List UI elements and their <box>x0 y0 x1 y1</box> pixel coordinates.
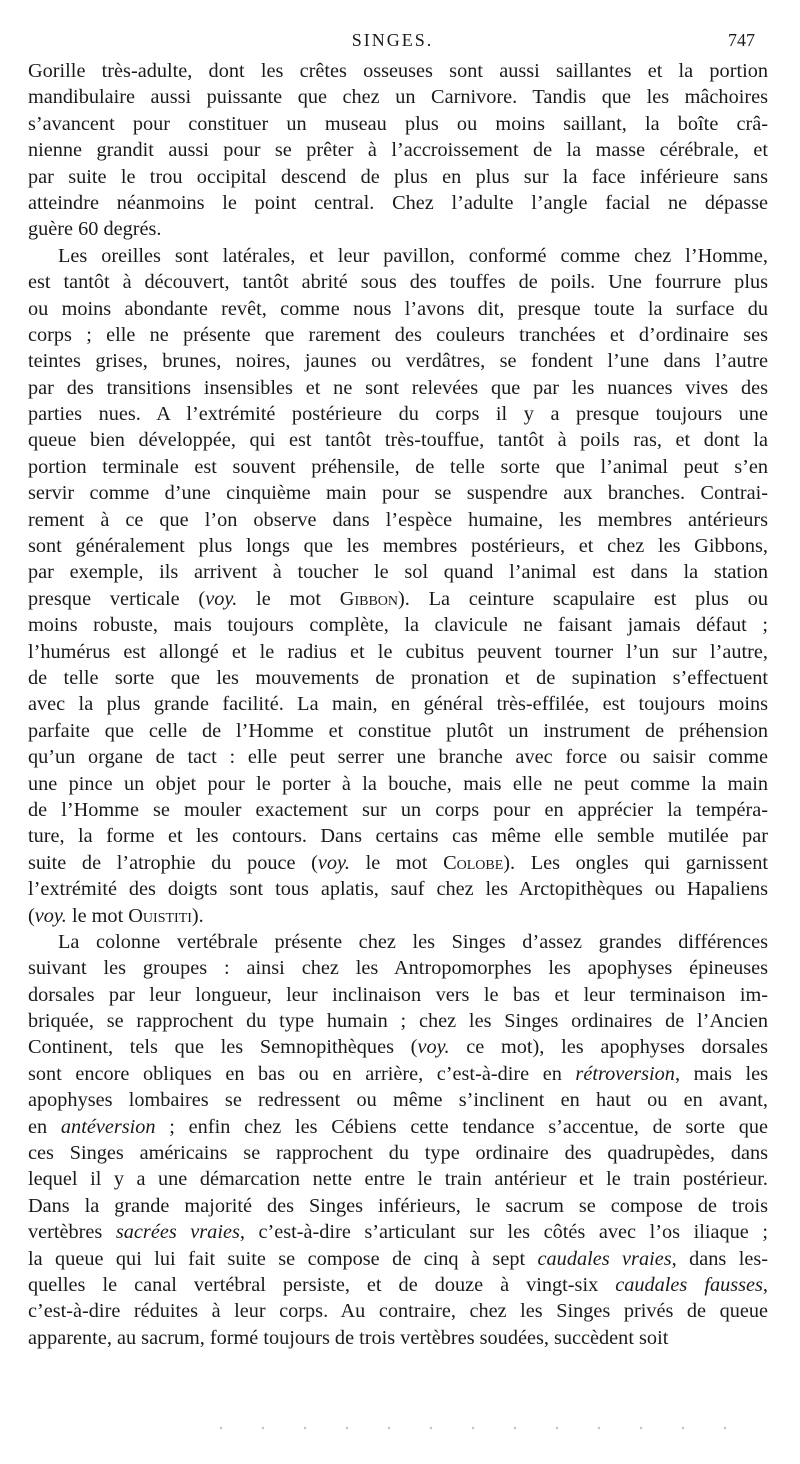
text-line <box>28 58 768 84</box>
text-line <box>28 84 768 110</box>
text-run: briquée, se rapprochent du type humain ; chez les Singes ordinaires de l’Ancien <box>28 1010 768 1033</box>
text-run: mandibulaire aussi puissante que chez un Carnivore. Tandis que les mâchoires <box>28 86 768 109</box>
italic-text: voy. <box>317 851 350 874</box>
text-line <box>28 559 768 585</box>
text-run: La colonne vertébrale présente chez les Singes d’assez grandes différences <box>58 930 768 953</box>
text-line <box>28 929 768 955</box>
text-line <box>28 955 768 981</box>
italic-text: antéversion <box>60 1115 156 1138</box>
text-run: , <box>762 1273 768 1296</box>
text-line <box>28 375 768 401</box>
text-run: le mot <box>66 904 129 927</box>
text-run: de l’Homme se mouler exactement sur un corps pour en apprécier la tempéra- <box>28 798 768 821</box>
text-line <box>28 1140 768 1166</box>
text-run: ce mot), les apophyses dorsales <box>449 1036 768 1059</box>
text-run: dorsales par leur longueur, leur inclinaison vers le bas et leur terminaison im- <box>28 983 768 1006</box>
text-run: suivant les groupes : ainsi chez les Antropomorphes les apophyses épineuses <box>28 957 768 980</box>
text-run: portion terminale est souvent préhensile, de telle sorte que l’animal peut s’en <box>28 455 768 478</box>
text-run: Continent, tels que les Semnopithèques ( <box>28 1036 418 1059</box>
text-run: de telle sorte que les mouvements de pronation et de supination s’effectuent <box>28 666 768 689</box>
text-run: quelles le canal vertébral persiste, et de douze à vingt-six <box>28 1273 616 1296</box>
text-run: vertèbres <box>28 1221 116 1244</box>
text-line <box>28 1272 768 1298</box>
text-line <box>28 533 768 559</box>
text-line <box>28 243 768 269</box>
text-run: s’avancent pour constituer un museau plus ou moins saillant, la boîte crâ- <box>28 112 768 135</box>
italic-text: sacrées vraies <box>115 1221 240 1244</box>
text-line <box>28 1034 768 1060</box>
text-line <box>28 1219 768 1245</box>
text-line <box>28 1061 768 1087</box>
text-run: le mot <box>237 587 340 610</box>
text-line <box>28 1246 768 1272</box>
italic-text: caudales fausses <box>615 1273 763 1296</box>
text-line <box>28 797 768 823</box>
text-line <box>28 401 768 427</box>
text-line <box>28 982 768 1008</box>
text-line <box>28 190 768 216</box>
text-run: presque verticale ( <box>28 587 206 610</box>
page-number: 747 <box>728 30 755 50</box>
text-line <box>28 718 768 744</box>
text-line <box>28 164 768 190</box>
text-run: ces Singes américains se rapprochent du type ordinaire des quadrupèdes, dans <box>28 1142 768 1165</box>
text-run: ture, la forme et les contours. Dans certains cas même elle semble mutilée par <box>28 825 768 848</box>
text-run: apophyses lombaires se redressent ou même s’inclinent en haut ou en avant, <box>28 1089 768 1112</box>
text-line <box>28 296 768 322</box>
text-run: teintes grises, brunes, noires, jaunes ou verdâtres, se fondent l’une dans l’autre <box>28 350 768 373</box>
small-caps-text: Gibbon <box>339 587 399 610</box>
text-line <box>28 639 768 665</box>
text-run: Dans la grande majorité des Singes inférieurs, le sacrum se compose de trois <box>28 1194 768 1217</box>
text-run: lequel il y a une démarcation nette entre le train antérieur et le train postérieur. <box>28 1168 768 1191</box>
text-run: par suite le trou occipital descend de plus en plus sur la face inférieure sans <box>28 165 768 188</box>
text-run: , c’est-à-dire s’articulant sur les côtés avec l’os iliaque ; <box>239 1221 768 1244</box>
text-line <box>28 1325 768 1351</box>
text-line <box>28 665 768 691</box>
text-run: l’humérus est allongé et le radius et le cubitus peuvent tourner l’un sur l’autre, <box>28 640 768 663</box>
text-line <box>28 1166 768 1192</box>
text-line <box>28 1298 768 1324</box>
text-run: moins robuste, mais toujours complète, la clavicule ne faisant jamais défaut ; <box>28 614 768 637</box>
text-run: parfaite que celle de l’Homme et constitue plutôt un instrument de préhension <box>28 719 768 742</box>
text-line <box>28 269 768 295</box>
text-run: , dans les- <box>671 1247 768 1270</box>
text-run: ; enfin chez les Cébiens cette tendance s’accentue, de sorte que <box>155 1115 768 1138</box>
text-run: par exemple, ils arrivent à toucher le sol quand l’animal est dans la station <box>28 561 768 584</box>
text-run: en <box>28 1115 61 1138</box>
italic-text: voy. <box>205 587 238 610</box>
text-line <box>28 771 768 797</box>
text-line <box>28 454 768 480</box>
text-run: ). La ceinture scapulaire est plus ou <box>398 587 768 610</box>
text-run: l’extrémité des doigts sont tous aplatis, sauf chez les Arctopithèques ou Hapaliens <box>28 878 768 901</box>
paragraph <box>28 929 768 1351</box>
text-line <box>28 903 768 929</box>
text-line <box>28 586 768 612</box>
text-line <box>28 480 768 506</box>
text-run: ). <box>191 904 204 927</box>
text-run: le mot <box>350 851 444 874</box>
text-run: est tantôt à découvert, tantôt abrité sous des touffes de poils. Une fourrure plus <box>28 271 768 294</box>
text-run: atteindre néanmoins le point central. Chez l’adulte l’angle facial ne dépasse <box>28 191 768 214</box>
text-run: apparente, au sacrum, formé toujours de trois vertèbres soudées, succèdent soit <box>28 1326 669 1349</box>
text-run: ou moins abondante revêt, comme nous l’avons dit, presque toute la surface du <box>28 297 768 320</box>
text-line <box>28 1087 768 1113</box>
small-caps-text: Ouistiti <box>128 904 192 927</box>
text-line <box>28 850 768 876</box>
text-line <box>28 137 768 163</box>
text-line <box>28 111 768 137</box>
small-caps-text: Colobe <box>443 851 504 874</box>
text-run: corps ; elle ne présente que rarement des couleurs tranchées et d’ordinaire ses <box>28 323 768 346</box>
text-line <box>28 348 768 374</box>
text-run: sont généralement plus longs que les membres postérieurs, et chez les Gibbons, <box>28 535 768 558</box>
paragraph <box>28 58 768 243</box>
text-line <box>28 216 768 242</box>
text-run: Les oreilles sont latérales, et leur pavillon, conformé comme chez l’Homme, <box>58 244 768 267</box>
text-run: avec la plus grande facilité. La main, en général très-effilée, est toujours moins <box>28 693 768 716</box>
text-run: suite de l’atrophie du pouce ( <box>28 851 318 874</box>
text-run: ( <box>28 904 35 927</box>
text-run: queue bien développée, qui est tantôt très-touffue, tantôt à poils ras, et dont la <box>28 429 768 452</box>
text-run: Gorille très-adulte, dont les crêtes osseuses sont aussi saillantes et la portion <box>28 60 768 82</box>
text-run: qu’un organe de tact : elle peut serrer une branche avec force ou saisir comme <box>28 746 768 769</box>
italic-text: voy. <box>417 1036 450 1059</box>
text-line <box>28 507 768 533</box>
text-line <box>28 1008 768 1034</box>
text-line <box>28 744 768 770</box>
text-line <box>28 876 768 902</box>
text-line <box>28 322 768 348</box>
text-line <box>28 1114 768 1140</box>
text-line <box>28 1193 768 1219</box>
page-header <box>30 30 755 58</box>
text-run: servir comme d’une cinquième main pour se suspendre aux branches. Contrai- <box>28 482 768 505</box>
text-line <box>28 691 768 717</box>
running-title: SINGES. <box>351 30 434 50</box>
text-run: , mais les <box>674 1062 768 1085</box>
body-text <box>28 58 768 1351</box>
text-run: nienne grandit aussi pour se prêter à l’accroissement de la masse cérébrale, et <box>28 139 768 162</box>
text-run: par des transitions insensibles et ne sont relevées que par les nuances vives des <box>28 376 768 399</box>
italic-text: rétroversion <box>575 1062 675 1085</box>
text-line <box>28 823 768 849</box>
text-run: rement à ce que l’on observe dans l’espèce humaine, les membres antérieurs <box>28 508 768 531</box>
italic-text: caudales vraies <box>537 1247 672 1270</box>
text-run: sont encore obliques en bas ou en arrière, c’est-à-dire en <box>28 1062 576 1085</box>
text-run: c’est-à-dire réduites à leur corps. Au contraire, chez les Singes privés de queue <box>28 1300 768 1323</box>
text-run: guère 60 degrés. <box>28 218 162 241</box>
paragraph <box>28 243 768 929</box>
text-run: la queue qui lui fait suite se compose de cinq à sept <box>28 1247 538 1270</box>
italic-text: voy. <box>34 904 67 927</box>
text-run: une pince un objet pour le porter à la bouche, mais elle ne peut comme la main <box>28 772 768 795</box>
text-line <box>28 427 768 453</box>
bleed-through-marks <box>200 1426 760 1430</box>
text-line <box>28 612 768 638</box>
text-run: ). Les ongles qui garnissent <box>503 851 768 874</box>
text-run: parties nues. A l’extrémité postérieure du corps il y a presque toujours une <box>28 403 768 426</box>
